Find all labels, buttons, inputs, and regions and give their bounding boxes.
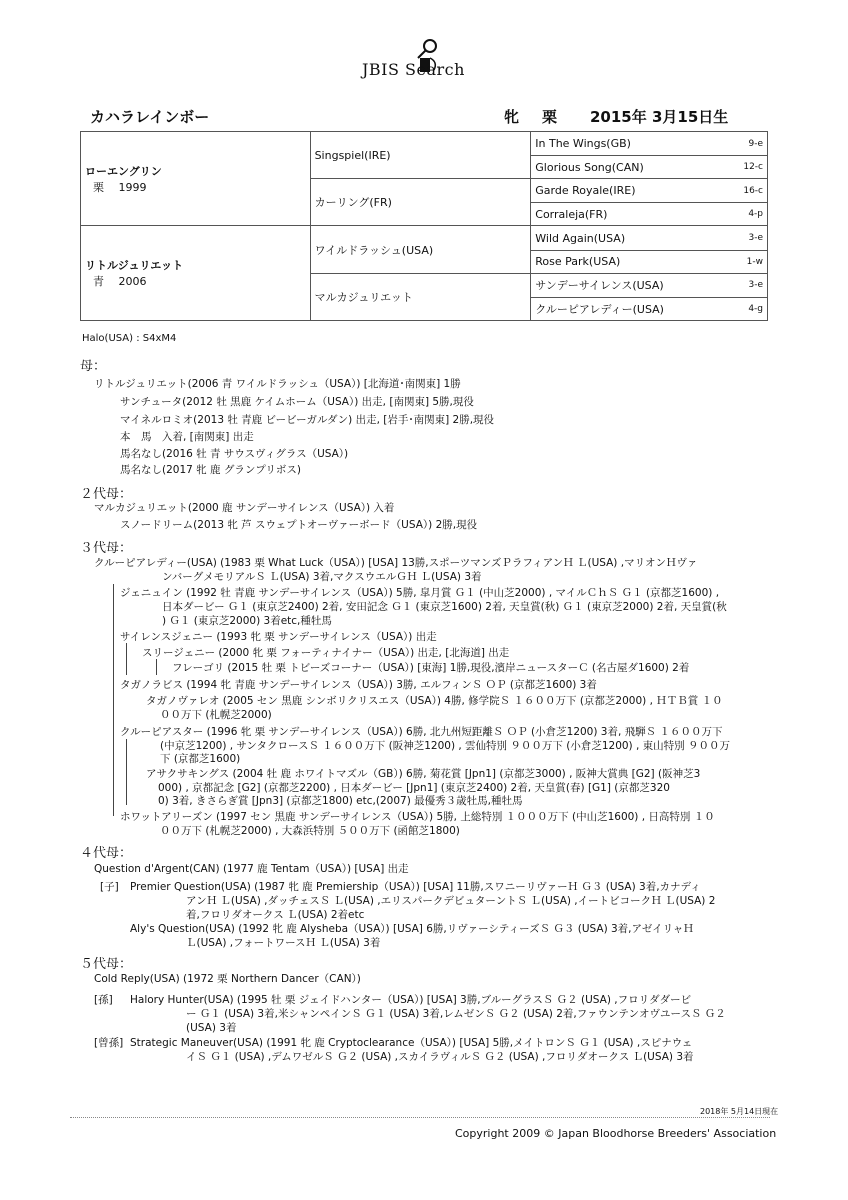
family-entry: Aly's Question(USA) (1992 牝 鹿 Alysheba（USA）) [USA] 6勝,リヴァーシティーズＳ Ｇ３ (USA) 3着,アゼイリャＨ <box>130 923 694 935</box>
dam-name: リトルジュリエット <box>85 259 184 273</box>
horse-birth-date: 2015年 3月15日生 <box>590 108 729 126</box>
pedigree-gen3: Glorious Song(CAN) <box>531 156 729 179</box>
family-entry: ) Ｇ１ (東京芝2000) 3着etc,種牡馬 <box>162 615 332 627</box>
pedigree-gen3: In The Wings(GB) <box>531 132 729 156</box>
family-entry: Premier Question(USA) (1987 牝 鹿 Premiership（USA）) [USA] 11勝,スワニーリヴァーＨ Ｇ３ (USA) 3着,カナディ <box>130 881 701 893</box>
inbreeding-note: Halo(USA) : S4xM4 <box>82 333 177 344</box>
pedigree-gen3: クルーピアレディー(USA) <box>531 297 729 320</box>
family-entry: Question d'Argent(CAN) (1977 鹿 Tentam（USA）) [USA] 出走 <box>94 863 409 875</box>
tree-line <box>126 643 127 675</box>
family-code: 4-g <box>729 297 768 320</box>
family-entry: マルカジュリエット(2000 鹿 サンデーサイレンス（USA）) 入着 <box>94 502 395 514</box>
family-entry: サンチュータ(2012 牡 黒鹿 ケイムホーム（USA）) 出走, [南関東] 5勝,現役 <box>120 396 474 408</box>
family-entry: タガノヴァレオ (2005 セン 黒鹿 シンボリクリスエス（USA）) 4勝, 修学院Ｓ １６００万下 (京都芝2000) , ＨＴＢ賞 １０ <box>146 695 723 707</box>
pedigree-gen3: Corraleja(FR) <box>531 203 729 226</box>
family-entry: アサクサキングス (2004 牡 鹿 ホワイトマズル（GB）) 6勝, 菊花賞 [Jpn1] (京都芝3000) , 阪神大賞典 [G2] (阪神芝3 <box>146 768 701 780</box>
family-entry: 000) , 京都記念 [G2] (京都芝2200) , 日本ダービー [Jpn1] (東京芝2400) 2着, 天皇賞(春) [G1] (京都芝320 <box>158 782 670 794</box>
family-code: 4-p <box>729 203 768 226</box>
tree-line <box>126 739 127 805</box>
generation-tag: [曾孫] <box>94 1037 124 1049</box>
family-entry: スリージェニー (2000 牝 栗 フォーティナイナー（USA）) 出走, [北海道] 出走 <box>142 647 510 659</box>
pedigree-gen2: カーリング(FR) <box>310 179 531 226</box>
family-entry: Halory Hunter(USA) (1995 牡 栗 ジェイドハンター（USA）) [USA] 3勝,ブルーグラスＳ Ｇ２ (USA) ,フロリダダービ <box>130 994 692 1006</box>
family-entry: ー Ｇ１ (USA) 3着,米シャンペインＳ Ｇ１ (USA) 3着,レムゼンＳ Ｇ２ (USA) 2着,ファウンテンオヴユースＳ Ｇ２ <box>186 1008 726 1020</box>
family-entry: フレーゴリ (2015 牡 栗 トビーズコーナー（USA）) [東海] 1勝,現役,濱岸ニュースターＣ (名古屋ダ1600) 2着 <box>172 662 690 674</box>
sire-info: 栗 1999 <box>93 180 147 194</box>
family-entry: ジェニュイン (1992 牡 青鹿 サンデーサイレンス（USA）) 5勝, 皐月賞 Ｇ１ (中山芝2000) , マイルＣｈＳ Ｇ１ (京都芝1600) , <box>120 587 720 599</box>
family-entry: クルーピアスター (1996 牝 栗 サンデーサイレンス（USA）) 6勝, 北九州短距離Ｓ ＯＰ (小倉芝1200) 3着, 飛騨Ｓ １６００万下 <box>120 726 723 738</box>
family-entry: サイレンスジェニー (1993 牝 栗 サンデーサイレンス（USA）) 出走 <box>120 631 437 643</box>
tree-line <box>156 659 157 675</box>
pedigree-gen3: Wild Again(USA) <box>531 226 729 250</box>
pedigree-gen3: Rose Park(USA) <box>531 250 729 273</box>
pedigree-gen2: ワイルドラッシュ(USA) <box>310 226 531 273</box>
horse-header <box>88 104 768 128</box>
family-entry: 馬名なし(2017 牝 鹿 グランプリボス) <box>120 464 302 476</box>
pedigree-table <box>80 131 768 321</box>
pedigree-gen2: マルカジュリエット <box>310 273 531 320</box>
family-entry: 下 (京都芝1600) <box>160 753 241 765</box>
dam-info: 青 2006 <box>93 275 147 289</box>
pedigree-gen3: サンデーサイレンス(USA) <box>531 273 729 297</box>
family-entry: スノードリーム(2013 牝 芦 スウェプトオーヴァーボード（USA）) 2勝,現役 <box>120 519 478 531</box>
family-entry: Ｌ(USA) ,フォートワースＨ Ｌ(USA) 3着 <box>186 937 381 949</box>
generation-tag: [孫] <box>94 994 113 1006</box>
footer-divider <box>70 1117 770 1118</box>
family-code: 16-c <box>729 179 768 203</box>
pedigree-gen3: Garde Royale(IRE) <box>531 179 729 203</box>
jbis-logo <box>362 38 488 84</box>
section-heading-4th-dam: ４代母： <box>80 846 133 861</box>
section-heading-2nd-dam: ２代母： <box>80 487 133 502</box>
family-entry: Strategic Maneuver(USA) (1991 牝 鹿 Cryptoclearance（USA）) [USA] 5勝,メイトロンＳ Ｇ１ (USA) ,スピナウェ <box>130 1037 693 1049</box>
family-entry: ホワットアリーズン (1997 セン 黒鹿 サンデーサイレンス（USA）) 5勝, 上総特別 １０００万下 (中山芝1600) , 日高特別 １０ <box>120 811 715 823</box>
as-of-date: 2018年 5月14日現在 <box>700 1107 779 1116</box>
family-entry: 0) 3着, きさらぎ賞 [Jpn3] (京都芝1800) etc,(2007) 最優秀３歳牡馬,種牡馬 <box>158 795 523 807</box>
family-code: 3-e <box>729 226 768 250</box>
family-code: 12-c <box>729 156 768 179</box>
pedigree-gen2: Singspiel(IRE) <box>310 132 531 179</box>
copyright: Copyright 2009 © Japan Bloodhorse Breeders' Association <box>455 1127 777 1140</box>
family-entry: イＳ Ｇ１ (USA) ,デムワゼルＳ Ｇ２ (USA) ,スカイラヴィルＳ Ｇ２ (USA) ,フロリダオークス Ｌ(USA) 3着 <box>186 1051 694 1063</box>
family-entry: ００万下 (札幌芝2000) <box>160 709 272 721</box>
family-entry: タガノラビス (1994 牝 青鹿 サンデーサイレンス（USA）) 3勝, エルフィンＳ ＯＰ (京都芝1600) 3着 <box>120 679 597 691</box>
family-entry: マイネルロミオ(2013 牡 青鹿 ビービーガルダン) 出走, [岩手･南関東] 2勝,現役 <box>120 414 495 426</box>
family-entry: 馬名なし(2016 牡 青 サウスヴィグラス（USA）) <box>120 448 349 460</box>
pedigree-dam-cell <box>81 226 311 321</box>
family-entry: (USA) 3着 <box>186 1022 237 1034</box>
family-entry: 本 馬 入着, [南関東] 出走 <box>120 431 254 443</box>
family-code: 9-e <box>729 132 768 156</box>
section-heading-3rd-dam: ３代母： <box>80 541 133 556</box>
pedigree-sire-cell <box>81 132 311 226</box>
horse-name: カハラレインボー <box>90 108 210 126</box>
horse-color: 栗 <box>542 108 558 126</box>
section-heading-5th-dam: ５代母： <box>80 957 133 972</box>
family-entry: 日本ダービー Ｇ１ (東京芝2400) 2着, 安田記念 Ｇ１ (東京芝1600) 2着, 天皇賞(秋) Ｇ１ (東京芝2000) 2着, 天皇賞(秋 <box>162 601 727 613</box>
generation-tag: [子] <box>100 881 119 893</box>
family-entry: クルーピアレディー(USA) (1983 栗 What Luck（USA）) [USA] 13勝,スポーツマンズＰラフィアンＨ Ｌ(USA) ,マリオンＨヴァ <box>94 557 698 569</box>
horse-sex: 牝 <box>504 108 520 126</box>
tree-line <box>113 584 114 816</box>
logo-text: JBIS Search <box>362 60 465 79</box>
family-entry: (中京芝1200) , サンタクロースＳ １６００万下 (阪神芝1200) , 雲仙特別 ９００万下 (小倉芝1200) , 東山特別 ９００万 <box>160 740 730 752</box>
family-entry: Cold Reply(USA) (1972 栗 Northern Dancer（CAN）) <box>94 973 361 985</box>
family-entry: リトルジュリエット(2006 青 ワイルドラッシュ（USA）) [北海道･南関東] 1勝 <box>94 378 461 390</box>
family-entry: ンバーグメモリアルＳ Ｌ(USA) 3着,マクスウエルＧＨ Ｌ(USA) 3着 <box>162 571 482 583</box>
sire-name: ローエングリン <box>85 164 162 178</box>
family-entry: 着,フロリダオークス Ｌ(USA) 2着etc <box>186 909 365 921</box>
family-code: 3-e <box>729 273 768 297</box>
family-entry: アンＨ Ｌ(USA) ,ダッチェスＳ Ｌ(USA) ,エリスパークデビュターントＳ Ｌ(USA) ,イートビコークＨ Ｌ(USA) 2 <box>186 895 716 907</box>
family-entry: ００万下 (札幌芝2000) , 大森浜特別 ５００万下 (函館芝1800) <box>160 825 460 837</box>
section-heading-dam: 母： <box>80 359 107 374</box>
family-code: 1-w <box>729 250 768 273</box>
